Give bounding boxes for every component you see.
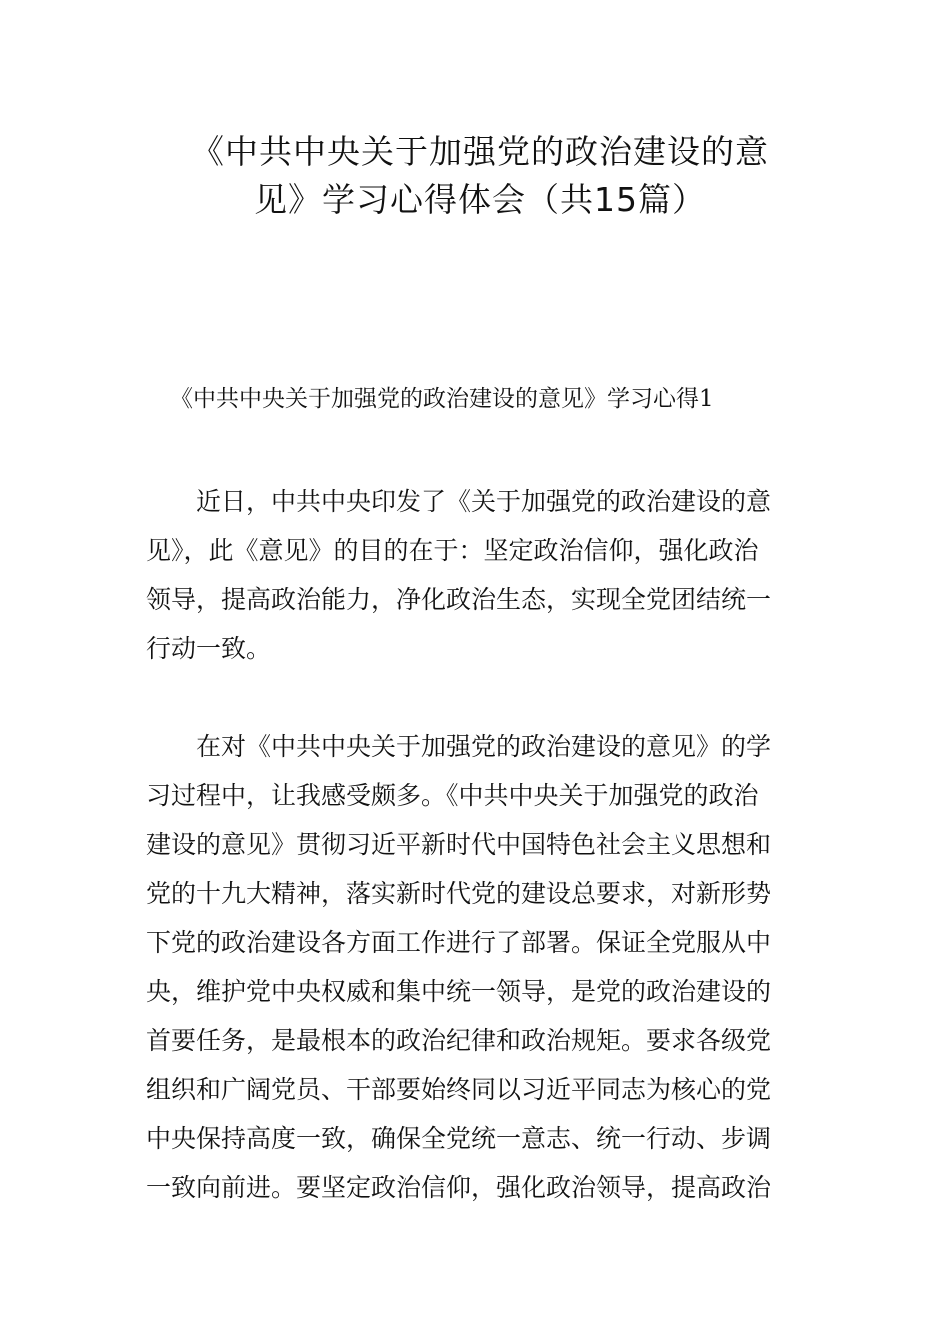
paragraph-line: 建设的意见》贯彻习近平新时代中国特色社会主义思想和 bbox=[146, 830, 772, 859]
paragraph-line: 下党的政治建设各方面工作进行了部署。保证全党服从中 bbox=[146, 928, 772, 957]
paragraph-line: 中央保持高度一致，确保全党统一意志、统一行动、步调 bbox=[146, 1124, 772, 1153]
paragraph-line: 首要任务，是最根本的政治纪律和政治规矩。要求各级党 bbox=[146, 1026, 772, 1055]
paragraph-line: 领导，提高政治能力，净化政治生态，实现全党团结统一 bbox=[146, 585, 772, 614]
paragraph-line: 央，维护党中央权威和集中统一领导，是党的政治建设的 bbox=[146, 977, 772, 1006]
paragraph-line: 组织和广阔党员、干部要始终同以习近平同志为核心的党 bbox=[146, 1075, 772, 1104]
document-title bbox=[100, 128, 860, 224]
paragraph-line: 一致向前进。要坚定政治信仰，强化政治领导，提高政治 bbox=[146, 1173, 772, 1202]
title-line-1: 《中共中央关于加强党的政治建设的意 bbox=[191, 132, 769, 171]
paragraph-line: 见》，此《意见》的目的在于：坚定政治信仰，强化政治 bbox=[146, 536, 759, 565]
paragraph-line: 习过程中，让我感受颇多。《中共中央关于加强党的政治 bbox=[146, 781, 759, 810]
paragraph-line: 近日，中共中央印发了《关于加强党的政治建设的意 bbox=[196, 487, 772, 516]
paragraph-line: 在对《中共中央关于加强党的政治建设的意见》的学 bbox=[196, 732, 772, 761]
paragraph-line: 党的十九大精神，落实新时代党的建设总要求，对新形势 bbox=[146, 879, 772, 908]
paragraph-1 bbox=[146, 477, 810, 673]
section-heading: 《中共中央关于加强党的政治建设的意见》学习心得1 bbox=[170, 386, 714, 412]
paragraph-2 bbox=[146, 722, 810, 1212]
paragraph-line: 行动一致。 bbox=[146, 634, 272, 663]
title-line-2: 见》学习心得体会（共15篇） bbox=[254, 180, 706, 219]
